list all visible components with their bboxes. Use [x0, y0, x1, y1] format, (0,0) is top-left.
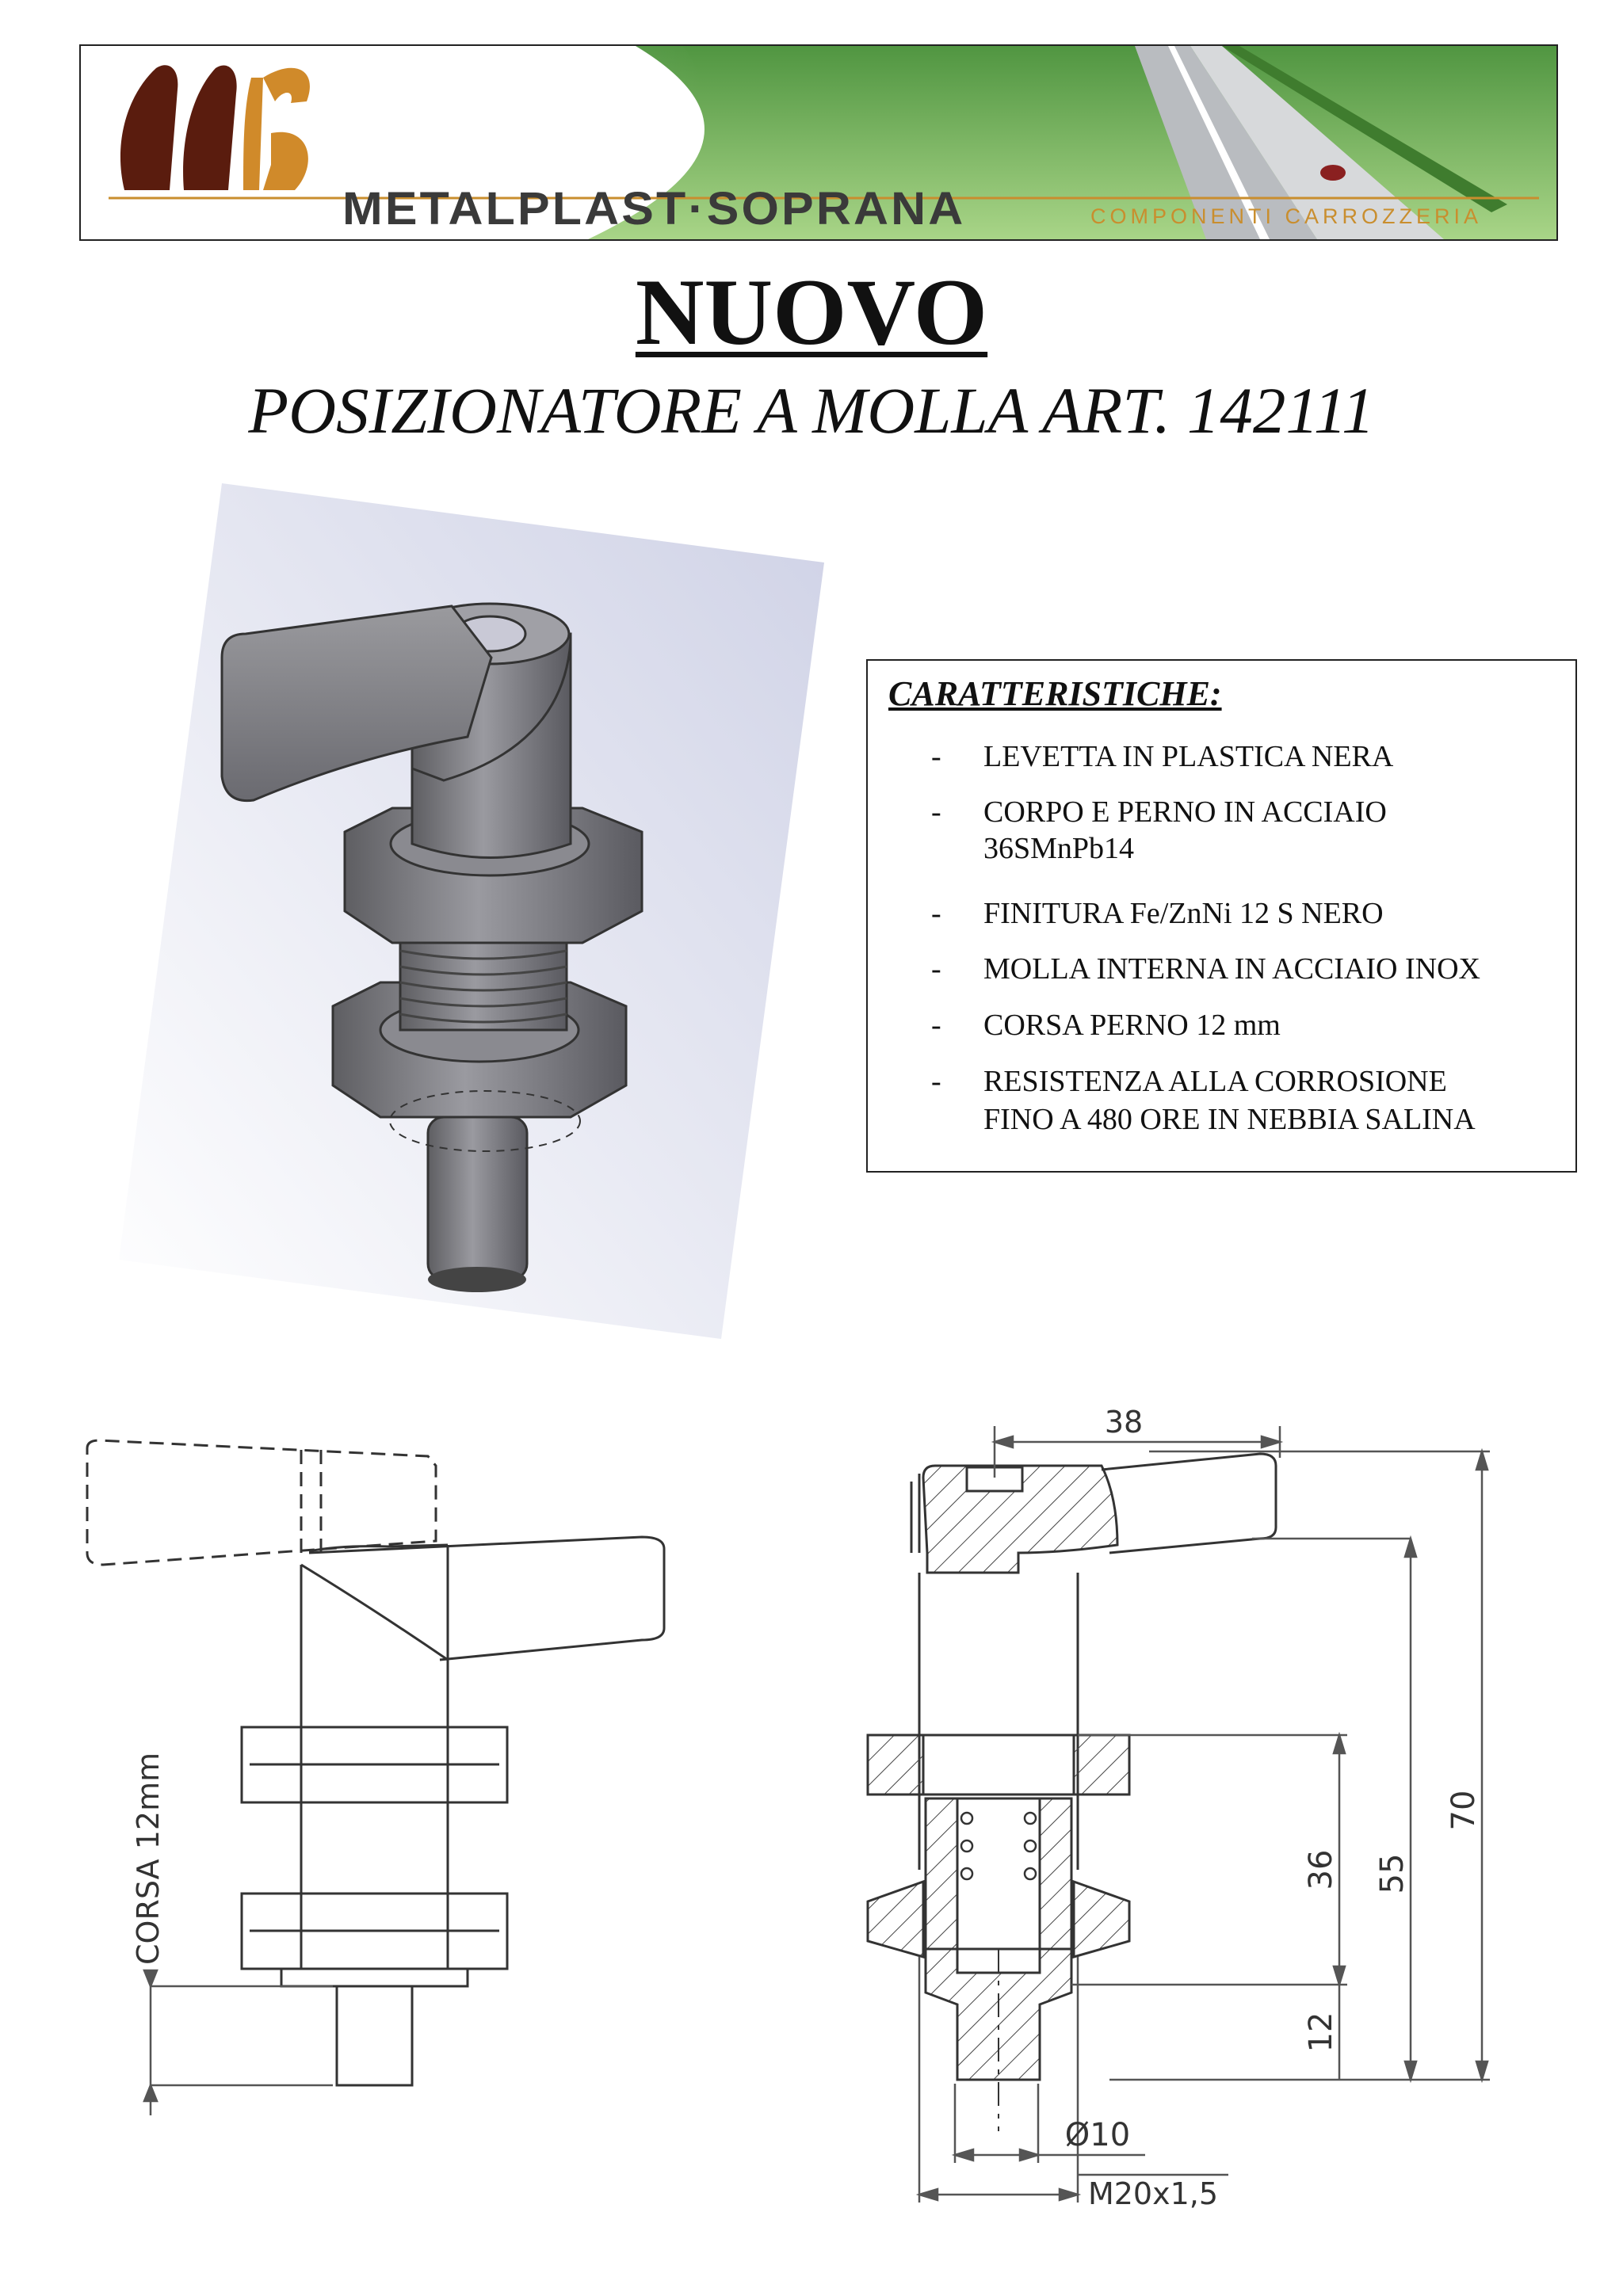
header-banner — [79, 44, 1558, 241]
page-title — [0, 257, 1623, 367]
dim-36: 36 — [1303, 1849, 1339, 1890]
feature-text: CORPO E PERNO IN ACCIAIO — [983, 795, 1387, 829]
feature-text: FINO A 480 ORE IN NEBBIA SALINA — [983, 1103, 1476, 1136]
feature-text: MOLLA INTERNA IN ACCIAIO INOX — [983, 952, 1480, 986]
page-title-text: NUOVO — [635, 259, 988, 364]
section-view-drawing — [832, 1402, 1506, 2226]
features-heading: CARATTERISTICHE: — [888, 674, 1222, 713]
dim-70: 70 — [1445, 1790, 1482, 1831]
feature-text: CORSA PERNO 12 mm — [983, 1009, 1281, 1042]
side-view-drawing — [71, 1418, 705, 2147]
dim-width: 38 — [1104, 1405, 1144, 1440]
feature-text: 36SMnPb14 — [983, 832, 1135, 865]
dim-thread: M20x1,5 — [1087, 2176, 1219, 2211]
feature-text: RESISTENZA ALLA CORROSIONE — [983, 1065, 1447, 1098]
brand-name: METALPLAST·SOPRANA — [342, 183, 966, 235]
product-render — [119, 483, 832, 1347]
brand-tagline: COMPONENTI CARROZZERIA — [1090, 204, 1483, 228]
feature-text: LEVETTA IN PLASTICA NERA — [983, 740, 1394, 773]
stroke-label: CORSA 12mm — [131, 1752, 166, 1965]
dim-12: 12 — [1303, 2012, 1339, 2053]
dim-55: 55 — [1374, 1853, 1411, 1894]
dim-pin-diameter: Ø10 — [1064, 2117, 1131, 2153]
feature-text: FINITURA Fe/ZnNi 12 S NERO — [983, 897, 1384, 930]
page-subtitle: POSIZIONATORE A MOLLA ART. 142111 — [248, 374, 1375, 447]
features-box: CARATTERISTICHE: - LEVETTA IN PLASTICA NERA - CORPO E PERNO IN ACCIAIO 36SMnPb14 - FINITURA Fe/ZnNi 12 S NERO - MOLLA INTERNA IN ACCIAIO INOX - CORSA PERNO 12 mm - RESISTENZA ALLA CORROSIONE FINO A 480 ORE IN NEBBIA SALINA — [866, 659, 1577, 1173]
